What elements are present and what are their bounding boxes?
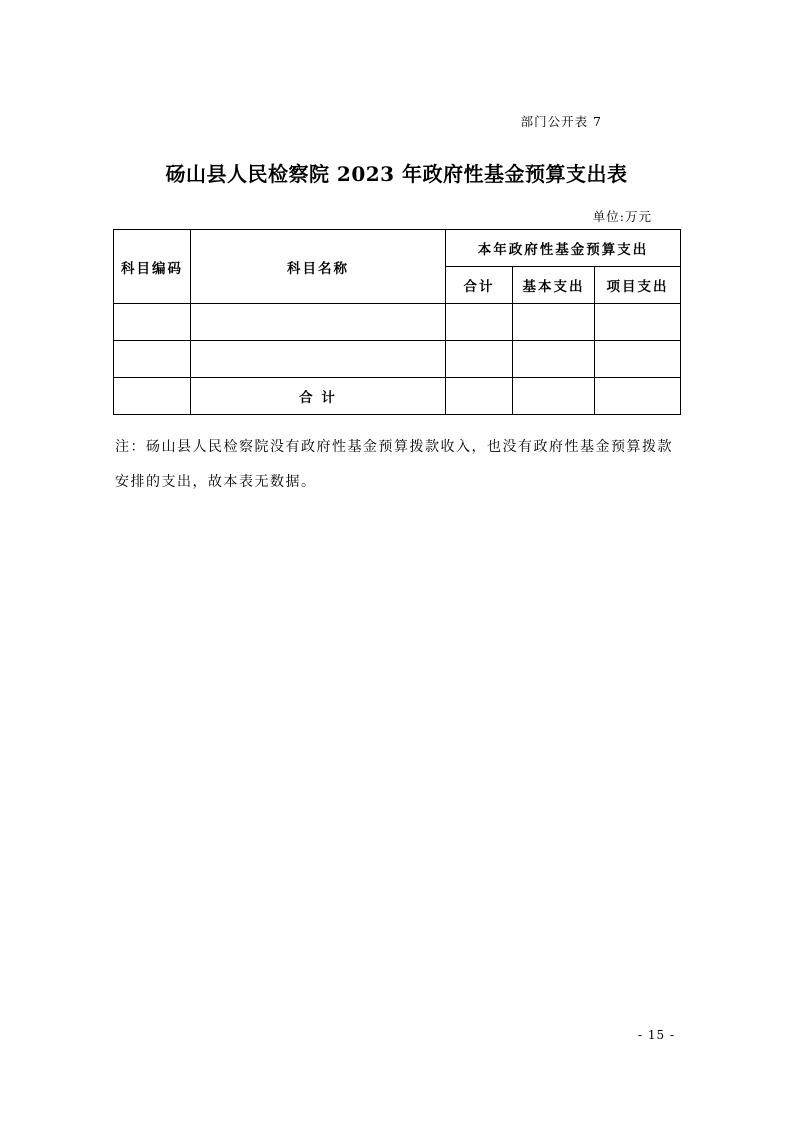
column-header-group: 本年政府性基金预算支出 — [446, 230, 681, 267]
table-total-row — [114, 378, 681, 415]
column-header-code: 科目编码 — [114, 230, 191, 304]
column-header-total: 合计 — [446, 267, 513, 304]
cell-code — [114, 341, 191, 378]
column-header-project: 项目支出 — [595, 267, 681, 304]
cell-code — [114, 304, 191, 341]
cell-total-project — [595, 378, 681, 415]
cell-basic — [513, 304, 595, 341]
cell-project — [595, 341, 681, 378]
cell-total-code — [114, 378, 191, 415]
table-note: 注：砀山县人民检察院没有政府性基金预算拨款收入，也没有政府性基金预算拨款安排的支出，故本表无数据。 — [115, 439, 673, 490]
table-header-row — [114, 230, 681, 267]
table-row — [114, 341, 681, 378]
cell-name — [191, 304, 446, 341]
budget-table — [113, 229, 681, 415]
cell-project — [595, 304, 681, 341]
page-number: - 15 - — [637, 1028, 675, 1042]
form-label: 部门公开表 7 — [520, 114, 602, 129]
unit-label: 单位:万元 — [592, 209, 652, 224]
total-label: 合 计 — [191, 378, 446, 415]
cell-total-basic — [513, 378, 595, 415]
cell-name — [191, 341, 446, 378]
cell-total-sum — [446, 378, 513, 415]
cell-total — [446, 341, 513, 378]
page-title: 砀山县人民检察院 2023 年政府性基金预算支出表 — [165, 162, 628, 186]
cell-basic — [513, 341, 595, 378]
cell-total — [446, 304, 513, 341]
column-header-name: 科目名称 — [191, 230, 446, 304]
table-row — [114, 304, 681, 341]
column-header-basic: 基本支出 — [513, 267, 595, 304]
